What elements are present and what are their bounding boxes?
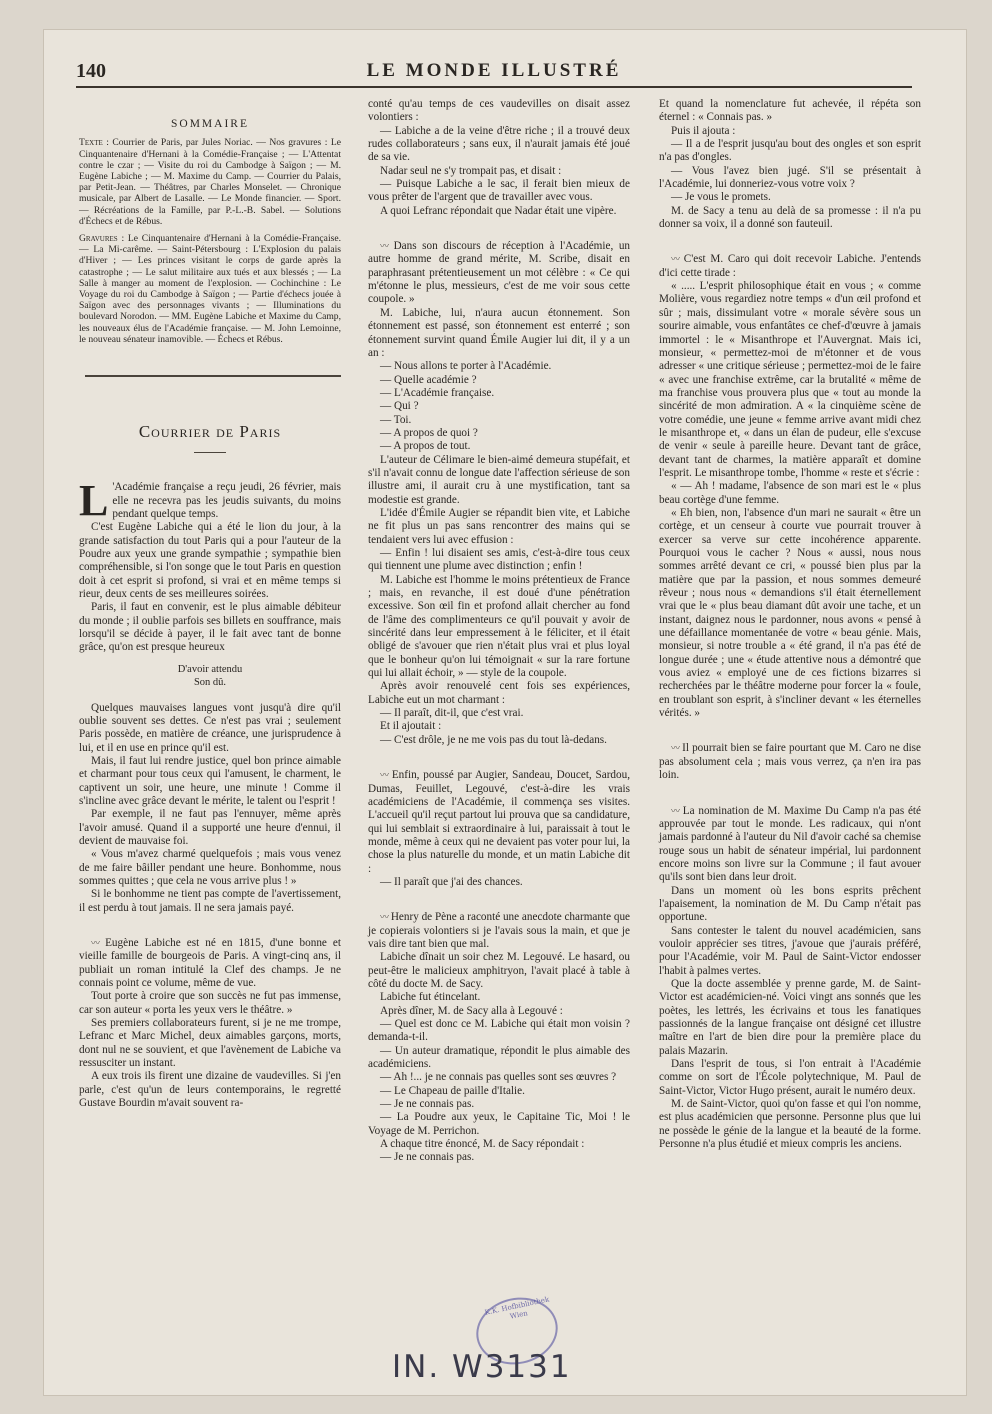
dialogue-line: — A propos de tout. xyxy=(380,440,471,453)
quoted-speech: « Eh bien, non, l'absence d'un mari ne saurait « être un cortège, et un censeur à courte vue pourrait trouver à exercer sa verve sur cette incohérence apparente. Pourquoi vous le cacher ? Nous « aussi, nous nous sommes arrêté devant ce cri, « poussé bien plus par la matière que par la passion, et nous sommes demeuré rêveur ; nous nous « demandions s'il était éternellement vrai que le « plus beau diamant dût avoir une tache, et un instant, daignez nous le pardonner, nous avons « pensé à une défaillance momentanée de votre « beau génie. Mais, monsieur, si notre trouble a « été grand, il n'a pas été de longue durée ; une « étude attentive nous a démontré que vous aviez « employé une de ces fictions bizarres si recherchées par le théâtre moderne pour forcer la « foule, en troublant son esprit, à s'incliner devant « les éternelles vérités. » xyxy=(659,506,921,720)
dialogue-line: — Quelle académie ? xyxy=(380,373,477,386)
sommaire-texte: Texte : Courrier de Paris, par Jules Noriac. — Nos gravures : Le Cinquantenaire d'Hernani à la Comédie-Française ; — L'Attentat contre le czar ; — Visite du roi du Cambodge à Saïgon ; — M. Eugène Labiche ; — M. Maxime du Camp. — Courrier du Palais, par Petit-Jean. — Théâtres, par Charles Monselet. — Chronique musicale, par Albert de Lasalle. — Le Monde financier. — Sport. — Récréations de la Famille, par P.-L.-B. Sabel. — Solutions d'Échecs et de Rébus. xyxy=(79,137,341,227)
paragraph: Mais, il faut lui rendre justice, quel bon prince aimable et charmant pour tous ceux qui l'amusent, le charment, le captivent un soir, une heure, une minute ! Comme il s'incline avec grâce devant le mérite, le talent ou l'esprit ! xyxy=(79,754,341,807)
page-number: 140 xyxy=(76,60,106,82)
journal-title: LE MONDE ILLUSTRÉ xyxy=(366,60,622,81)
quoted-speech: « ..... L'esprit philosophique était en vous ; « comme Molière, vous regardiez notre temps « d'un œil profond et sûr ; mais, dissimulant votre « morale sévère sous un sourire aimable, vous enfantâtes ce chef-d'œuvre à jamais immortel : le « Misanthrope et l'Auvergnat. Mais ici, monsieur, « permettez-moi de m'étonner et de vous adresser « une critique sérieuse ; permettez-moi de le faire « avec une franchise extrême, car la brutalité « même de ma franchise vous prouvera plus que « tout au monde la sincérité de mon admiration. A « la cinquième scène de votre comédie, une jeune « femme arrive avant midi chez le misanthrope et, « dans un élan de pudeur, elle s'excuse de venir « seule à pareille heure. Devant tant de grâce, devant tant de charmes, la matière apparaît et domine l'esprit. Le misanthrope tombe, l'homme « reste et s'écrie : xyxy=(659,280,921,479)
dialogue-line: — Je vous le promets. xyxy=(671,191,771,204)
paragraph: Par exemple, il ne faut pas l'ennuyer, même après l'avoir amusé. Quand il a supporté une heure d'ennui, il devient de mauvaise foi. xyxy=(79,808,341,847)
section-divider xyxy=(85,375,341,377)
paragraph: 〰 Eugène Labiche est né en 1815, d'une bonne et vieille famille de bourgeois de Paris. A vingt-cinq ans, il publiait un roman intitulé la Clef des champs. Je ne connais point ce volume, même de vue. xyxy=(79,937,342,990)
heading-rule xyxy=(194,452,226,453)
dialogue-line: — Il paraît que j'ai des chances. xyxy=(380,875,523,888)
section-ornament-icon: 〰 xyxy=(380,912,389,923)
paragraph: M. de Saint-Victor, quoi qu'on fasse et qui l'on nomme, est plus académicien que personne. Personne plus que lui ne possède le génie de la langue et la beauté de la forme. Personne n'a plus étudié et mieux compris les anciens. xyxy=(659,1098,921,1151)
paragraph: L'auteur de Célimare le bien-aimé demeura stupéfait, et s'il n'avait connu de longue date l'affection sérieuse de son illustre ami, il aurait cru à une mystification, tant sa modestie est grande. xyxy=(368,453,630,506)
verse-lines: D'avoir attendu Son dû. xyxy=(177,663,243,689)
paragraph: Sans contester le talent du nouvel académicien, sans vouloir apprécier ses titres, j'avoue que j'aurais préféré, pour l'Académie, voir M. Paul de Saint-Victor endosser l'habit à palmes vertes. xyxy=(659,924,921,977)
dialogue-line: — Quel est donc ce M. Labiche qui était mon voisin ? demanda-t-il. xyxy=(368,1018,630,1044)
paragraph: Et il ajoutait : xyxy=(380,720,442,733)
paragraph: Dans l'esprit de tous, si l'on entrait à l'Académie comme on sort de l'École polytechnique, M. Paul de Saint-Victor, Victor Hugo présent, aurait le numéro deux. xyxy=(659,1058,921,1097)
section-ornament-icon: 〰 xyxy=(380,770,389,781)
dialogue-line: — Qui ? xyxy=(380,400,419,413)
paragraph: Paris, il faut en convenir, est le plus aimable débiteur du monde ; il oublie parfois ses billets en souffrance, mais lorsqu'il se décide à payer, il le fait avec tant de bonne grâce, qu'on est presque heureux xyxy=(79,601,341,654)
paragraph: 〰 Henry de Pène a raconté une anecdote charmante que je copierais volontiers si je l'avais sous la main, et que je vais dire tant bien que mal. xyxy=(368,911,631,950)
dialogue-line: — Il a de l'esprit jusqu'au bout des ongles et son esprit n'a pas d'ongles. xyxy=(659,138,921,164)
dialogue-line: — C'est drôle, je ne me vois pas du tout là-dedans. xyxy=(380,733,607,746)
section-ornament-icon: 〰 xyxy=(671,254,680,265)
dialogue-line: — Le Chapeau de paille d'Italie. xyxy=(380,1084,525,1097)
paragraph: — Enfin ! lui disaient ses amis, c'est-à-dire tous ceux qui tiennent une plume avec distinction ; enfin ! xyxy=(368,547,630,573)
paragraph: — Puisque Labiche a le sac, il ferait bien mieux de vous prêter de l'argent que de travailler avec vous. xyxy=(368,178,630,204)
paragraph: Ses premiers collaborateurs furent, si je ne me trompe, Lefranc et Marc Michel, deux aimables garçons, morts, dont nul ne se souvient, et que l'avènement de Labiche va ressusciter un instant. xyxy=(79,1017,341,1070)
section-ornament-icon: 〰 xyxy=(671,743,680,754)
column-1 xyxy=(79,98,341,1110)
article-heading: Courrier de Paris xyxy=(138,422,282,441)
paragraph: — Labiche a de la veine d'être riche ; il a trouvé deux rudes collaborateurs ; sans eux, il n'aurait jamais été joué de sa vie. xyxy=(368,124,630,164)
paragraph: 〰 Il pourrait bien se faire pourtant que M. Caro ne dise pas absolument cela ; mais vous verrez, ça n'en ira pas loin. xyxy=(659,742,922,782)
paragraph: Que la docte assemblée y prenne garde, M. de Saint-Victor est académicien-né. Voici vingt ans sonnés que les poètes, les lettrés, les écrivains et tous les fanatiques passionnés de la langue française ont désigné cet illustre maître en l'art de bien dire pour la première place du palais Mazarin. xyxy=(659,977,921,1057)
paragraph: Après avoir renouvelé cent fois ses expériences, Labiche eut un mot charmant : xyxy=(368,680,630,706)
dialogue-line: — Je ne connais pas. xyxy=(380,1151,475,1164)
paragraph: 〰 C'est M. Caro qui doit recevoir Labiche. J'entends d'ici cette tirade : xyxy=(659,253,921,279)
paragraph: L 'Académie française a reçu jeudi, 26 février, mais elle ne recevra pas les jeudis suivants, du moins pendant quelque temps. xyxy=(79,476,341,526)
paragraph: C'est Eugène Labiche qui a été le lion du jour, à la grande satisfaction du tout Paris qui a pour l'auteur de la Poudre aux yeux une grande sympathie ; sympathie bien compréhensible, si l'on songe que le tout Paris en question doit à cet esprit si profond, si vrai et en même temps si rieur, deux cents de ses meilleures soirées. xyxy=(79,521,341,601)
paragraph: conté qu'au temps de ces vaudevilles on disait assez volontiers : xyxy=(368,98,630,124)
column-3 xyxy=(659,98,921,1151)
paragraph: M. Labiche est l'homme le moins prétentieux de France ; mais, en revanche, il est doué d'une pénétration excessive. Son œil fin et profond allait chercher au fond de l'âme des complimenteurs ce qu'il pouvait y avoir de sincérité dans leur empressement à le féliciter, et il était obligé de s'avouer que rien n'était plus vrai et plus loyal que le bonheur qu'on lui témoignait « sur la rare fortune qui lui allait échoir, » — style de la coupole. xyxy=(368,573,630,680)
library-stamp-text: K.K. Hofbibliothek Wien xyxy=(484,1295,550,1321)
paragraph: Labiche dînait un soir chez M. Legouvé. Le hasard, ou peut-être le malicieux amphitryon, l'avait placé à table à côté du docte M. de Sacy. xyxy=(368,951,630,990)
dialogue-line: — Je ne connais pas. xyxy=(380,1098,475,1111)
dialogue-line: — Il paraît, dit-il, que c'est vrai. xyxy=(380,707,524,720)
paragraph: L'idée d'Émile Augier se répandit bien vite, et Labiche ne fit plus un pas sans rencontrer des mains qui se tendaient vers lui avec effusion : xyxy=(368,506,630,546)
column-2 xyxy=(368,98,630,1165)
section-ornament-icon: 〰 xyxy=(671,805,680,816)
dialogue-line: — L'Académie française. xyxy=(380,386,495,399)
section-ornament-icon: 〰 xyxy=(91,938,100,948)
paragraph: Si le bonhomme ne tient pas compte de l'avertissement, il est perdu à tout jamais. Il ne sera jamais payé. xyxy=(79,888,341,914)
paragraph: Et quand la nomenclature fut achevée, il répéta son éternel : « Connais pas. » xyxy=(659,98,921,124)
paragraph: Quelques mauvaises langues vont jusqu'à dire qu'il oublie souvent ses dettes. Ce n'est pas vrai ; seulement Paris possède, en matière de créance, une jurisprudence à lui, et il en use en prince qu'il est. xyxy=(79,701,341,754)
paragraph: A eux trois ils firent une dizaine de vaudevilles. Si j'en parle, c'est qu'un de leurs contemporains, le regretté Gustave Bourdin m'avait souvent ra- xyxy=(79,1070,341,1110)
drop-cap: L xyxy=(79,476,109,526)
paragraph: A quoi Lefranc répondait que Nadar était une vipère. xyxy=(380,204,617,217)
paragraph: M. Labiche, lui, n'aura aucun étonnement. Son étonnement est passé, son étonnement est enterré ; son étonnement survint quand Émile Augier lui dit, il y a un an : xyxy=(368,306,630,359)
dialogue-line: — A propos de quoi ? xyxy=(380,426,478,439)
sommaire-title: SOMMAIRE xyxy=(171,118,249,130)
dialogue-line: — Un auteur dramatique, répondit le plus aimable des académiciens. xyxy=(368,1044,630,1071)
paragraph: 〰 Dans son discours de réception à l'Académie, un autre homme de grand mérite, M. Scribe, disait en paraphrasant prétentieusement un mot célèbre : « Ce qui m'étonne le plus, messieurs, c'est de me voir sous cette coupole. » xyxy=(368,240,631,306)
dialogue-line: — La Poudre aux yeux, le Capitaine Tic, Moi ! le Voyage de M. Perrichon. xyxy=(368,1111,630,1137)
paragraph: 〰 La nomination de M. Maxime Du Camp n'a pas été approuvée par tout le monde. Les radicaux, qui n'ont jamais pardonné à l'auteur du Nil d'avoir caché sa chemise rouge sous un habit de sénateur impérial, lui pardonnent encore moins son livre sur la Commune ; il faut avouer qu'ils sont bien dans leur droit. xyxy=(659,804,921,884)
paragraph: M. de Sacy a tenu au delà de sa promesse : il n'a pu donner sa voix, il a donné son fauteuil. xyxy=(659,204,921,231)
dialogue-line: — Vous l'avez bien jugé. S'il se présentait à l'Académie, lui donneriez-vous votre voix ? xyxy=(659,164,921,191)
dialogue-line: — Toi. xyxy=(380,413,412,426)
paragraph: Dans un moment où les bons esprits prêchent l'apaisement, la nomination de M. Du Camp n'était pas opportune. xyxy=(659,884,921,924)
dialogue-line: — Ah !... je ne connais pas quelles sont ses œuvres ? xyxy=(380,1071,617,1084)
sommaire-gravures: Gravures : Le Cinquantenaire d'Hernani à la Comédie-Française. — La Mi-carême. — Saint-Pétersbourg : L'Explosion du palais d'Hiver ; — Les princes visitant le corps de garde après la catastrophe ; — Le salut militaire aux tués et aux blessés ; — La Salle à manger au moment de l'explosion. — Cochinchine : Le Voyage du roi du Cambodge à Saïgon ; — Partie d'échecs jouée à Saïgon avec des personnages vivants ; — Illuminations du boulevard Norodon. — MM. Eugène Labiche et Maxime du Camp, les nouveaux élus de l'Académie française. — M. John Lemoinne, le nouveau sénateur inamovible. — Échecs et Rébus. xyxy=(79,232,341,345)
dialogue-line: — Nous allons te porter à l'Académie. xyxy=(380,360,552,373)
paragraph: Nadar seul ne s'y trompait pas, et disait : xyxy=(380,164,562,177)
paragraph: 〰 Enfin, poussé par Augier, Sandeau, Doucet, Sardou, Dumas, Feuillet, Legouvé, c'est-à-dire les vrais académiciens de l'Académie, il commença ses visites. L'accueil qu'il reçut partout lui prouva que sa candidature, qui lui semblait si extraordinaire à lui, paraissait à tout le monde, même à ceux qui ne devaient pas voter pour lui, la chose la plus naturelle du monde, et un matin Labiche dit : xyxy=(368,769,631,875)
page-header xyxy=(76,60,912,88)
inventory-number: IN. W3131 xyxy=(392,1349,572,1385)
paragraph: A chaque titre énoncé, M. de Sacy répondait : xyxy=(380,1138,585,1151)
paragraph: Labiche fut étincelant. xyxy=(380,991,481,1004)
paragraph: « Vous m'avez charmé quelquefois ; mais vous venez de me faire bâiller pendant une heure. Bonhomme, nous sommes quittes ; que cela ne vous arrive plus ! » xyxy=(79,848,341,887)
paragraph: Puis il ajouta : xyxy=(671,124,736,137)
quoted-speech: « — Ah ! madame, l'absence de son mari est le « plus beau cortège d'une femme. xyxy=(659,480,921,506)
section-ornament-icon: 〰 xyxy=(380,241,389,252)
paragraph: Après dîner, M. de Sacy alla à Legouvé : xyxy=(380,1004,563,1017)
paragraph: Tout porte à croire que son succès ne fut pas immense, car son auteur « porta les yeux vers le théâtre. » xyxy=(79,990,341,1016)
